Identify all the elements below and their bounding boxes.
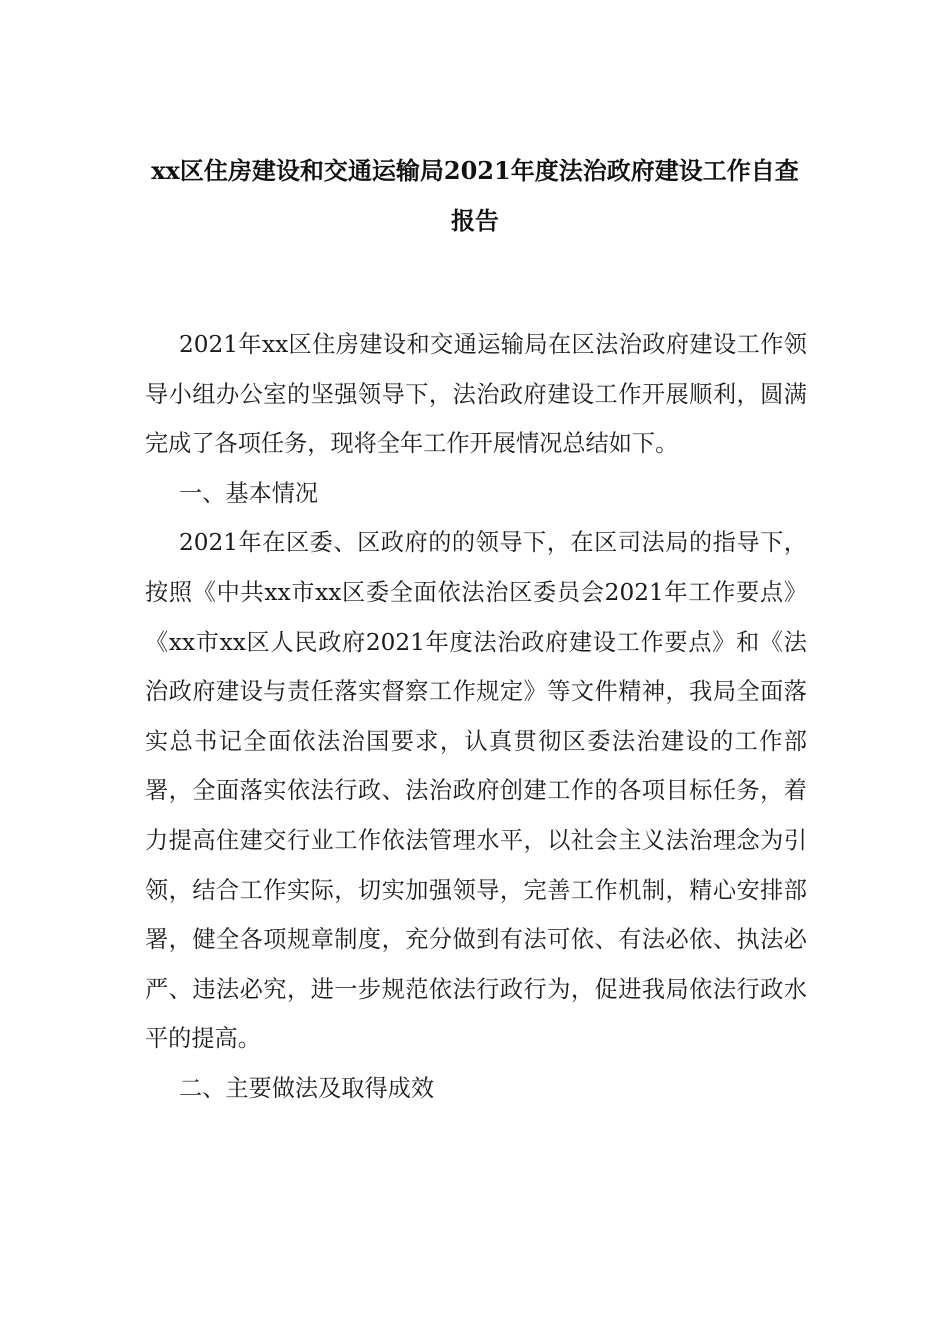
- basic-situation-paragraph: 2021年在区委、区政府的的领导下，在区司法局的指导下，按照《中共xx市xx区委全面依法治区委员会2021年工作要点》《xx市xx区人民政府2021年度法治政府建设工作要点》和《法治政府建设与责任落实督察工作规定》等文件精神，我局全面落实总书记全面依法治国要求，认真贯彻区委法治建设的工作部署，全面落实依法行政、法治政府创建工作的各项目标任务，着力提高住建交行业工作依法管理水平，以社会主义法治理念为引领，结合工作实际，切实加强领导，完善工作机制，精心安排部署，健全各项规章制度，充分做到有法可依、有法必依、执法必严、违法必究，进一步规范依法行政行为，促进我局依法行政水平的提高。: [145, 529, 807, 1053]
- document-body: [145, 320, 807, 1114]
- section-heading-measures: 二、主要做法及取得成效: [179, 1074, 435, 1102]
- intro-paragraph: 2021年xx区住房建设和交通运输局在区法治政府建设工作领导小组办公室的坚强领导下，法治政府建设工作开展顺利，圆满完成了各项任务，现将全年工作开展情况总结如下。: [145, 331, 807, 458]
- section-heading-basic: 一、基本情况: [179, 479, 319, 507]
- document-title: xx区住房建设和交通运输局2021年度法治政府建设工作自查报告: [151, 156, 799, 235]
